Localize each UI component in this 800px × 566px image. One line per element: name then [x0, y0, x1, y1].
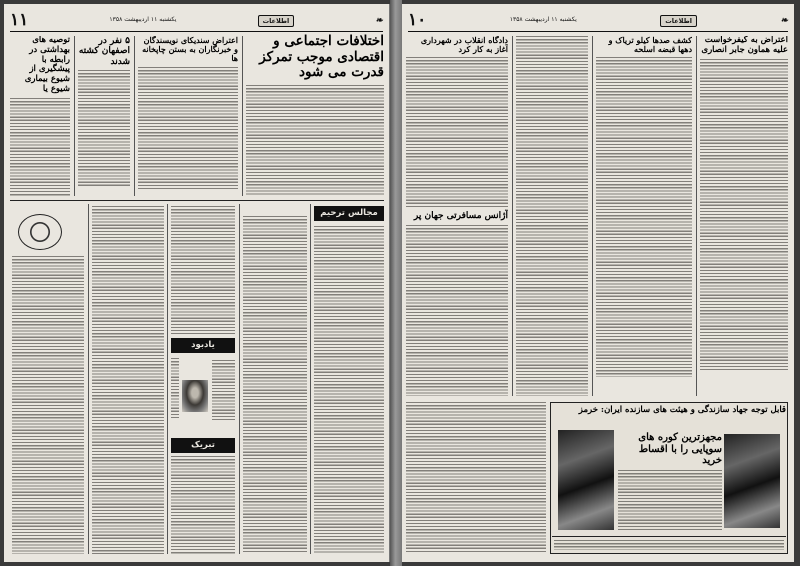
right-masthead-logo: ❧ — [780, 15, 788, 26]
memorial-photo — [182, 380, 208, 412]
left-page — [4, 4, 390, 562]
text-column — [406, 402, 546, 554]
column-rule — [592, 36, 593, 396]
ad-body-text — [618, 470, 722, 530]
section-divider — [10, 200, 384, 201]
memorial-banner: یادبود — [171, 338, 235, 353]
column-rule — [239, 204, 240, 554]
obituary-column — [314, 226, 384, 554]
text-block — [78, 70, 130, 188]
ad-footer-rule — [552, 536, 786, 537]
left-col-main-article — [246, 34, 384, 196]
right-section-label: اطلاعات — [660, 15, 697, 27]
isfahan-headline: ۵ نفر در اصفهان کشته شدند — [78, 36, 130, 67]
column-rule — [310, 204, 311, 554]
page-gutter — [390, 0, 402, 566]
column-rule — [242, 36, 243, 196]
left-masthead-logo: ❧ — [375, 15, 383, 26]
column-rule — [134, 36, 135, 196]
text-block — [138, 67, 238, 189]
travel-agency-ad: آژانس مسافرتی جهان پر — [406, 211, 508, 221]
right-col-protest — [700, 36, 788, 396]
classified-column — [92, 206, 164, 554]
text-block — [246, 85, 384, 196]
column-rule — [167, 204, 168, 554]
column-rule — [88, 204, 89, 554]
left-col-health — [10, 36, 70, 196]
furnace-machine-image — [558, 430, 614, 530]
text-block — [10, 98, 70, 196]
left-date-line: یکشنبه ۱۱ اردیبهشت ۱۳۵۸ — [109, 16, 177, 24]
right-col-opium — [596, 36, 692, 396]
text-block — [171, 358, 179, 418]
health-headline: توصیه های بهداشتی در رابطه با پیشگیری از شیوع بیماری شیوع یا — [10, 36, 70, 95]
protest-headline: اعتراض به کیفرخواست علیه هماون جابر انصاری — [701, 36, 788, 55]
ad-footer-text — [554, 540, 784, 550]
congrats-banner: تبریک — [171, 438, 235, 453]
right-col-court — [406, 36, 508, 396]
notice-text — [171, 206, 235, 334]
text-block — [596, 57, 692, 377]
court-headline: دادگاه انقلاب در شهرداری آغاز به کار کرد — [406, 36, 508, 54]
right-date-line: یکشنبه ۱۱ اردیبهشت ۱۳۵۸ — [509, 16, 577, 24]
classified-column — [12, 256, 84, 554]
notice-column — [243, 216, 307, 554]
opium-headline: کشف صدها کیلو تریاک و دهها قبضه اسلحه — [596, 36, 692, 54]
text-block — [406, 57, 508, 207]
column-rule — [696, 36, 697, 396]
furnace-machine-image — [724, 434, 780, 528]
left-col-isfahan — [78, 36, 130, 196]
ad-emblem — [18, 214, 62, 250]
furnace-ad-title: قابل توجه جهاد سازندگی و هیئت های سازنده ایران: خرمز — [578, 405, 786, 415]
text-block — [171, 456, 235, 554]
left-col-writers — [138, 36, 238, 196]
column-rule — [74, 36, 75, 196]
main-headline: اختلافات اجتماعی و اقتصادی موجب تمرکز قدرت می شود — [246, 34, 384, 81]
text-block — [212, 360, 235, 420]
right-page — [402, 4, 794, 562]
furnace-ad-subtitle: مجهزترین کوره های سوپایی را با اقساط خرید — [638, 432, 722, 466]
column-rule — [512, 36, 513, 396]
right-page-number: ۱۰ — [408, 10, 427, 30]
obituary-banner: مجالس ترحیم — [314, 206, 384, 221]
left-page-number: ۱۱ — [10, 10, 29, 30]
right-page-header — [408, 10, 788, 32]
text-block — [700, 59, 788, 371]
text-column — [516, 36, 588, 396]
writers-headline: اعتراض سندیکای نویسندگان و خبرنگاران به بستن چاپخانه ها — [138, 36, 238, 64]
left-page-header — [10, 10, 383, 32]
left-section-label: اطلاعات — [258, 15, 295, 27]
text-block — [406, 225, 508, 396]
